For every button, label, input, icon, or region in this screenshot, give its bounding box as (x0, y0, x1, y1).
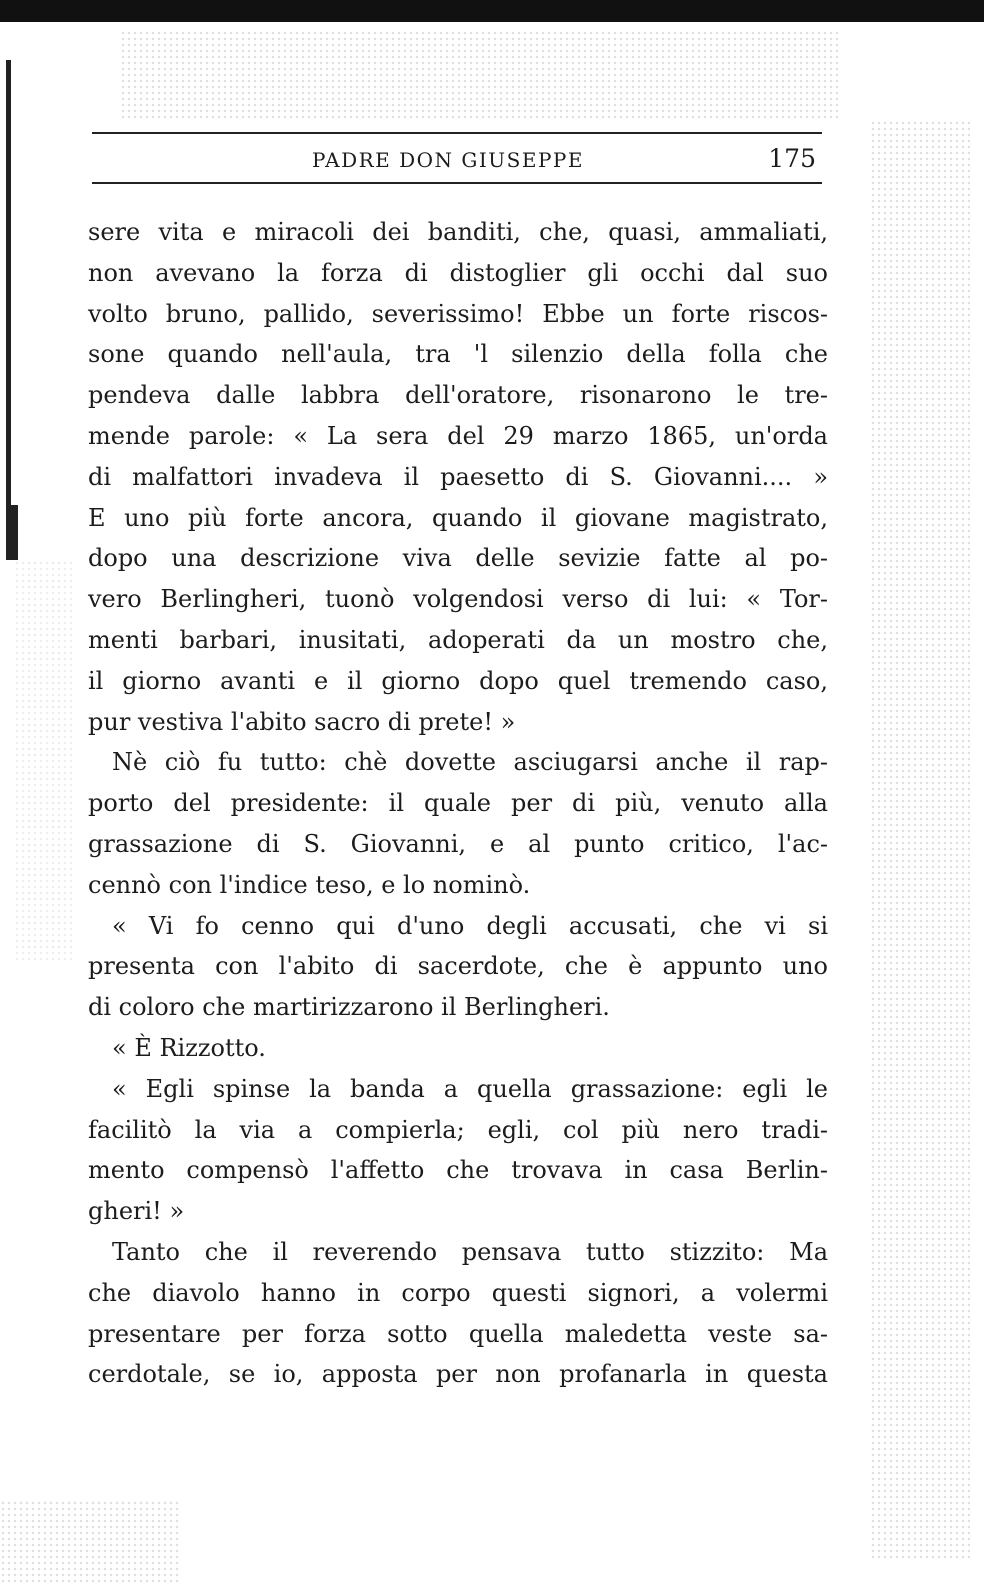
page-number: 175 (768, 144, 816, 173)
text-line: E uno più forte ancora, quando il giovane magistrato, (88, 503, 828, 532)
scan-noise-left (14, 560, 74, 960)
text-line: « È Rizzotto. (112, 1033, 266, 1062)
text-line: Nè ciò fu tutto: chè dovette asciugarsi anche il rap- (112, 748, 828, 777)
running-title: PADRE DON GIUSEPPE (312, 148, 584, 172)
scan-top-border (0, 0, 984, 22)
text-line: gheri! » (88, 1197, 185, 1226)
text-line: « Vi fo cenno qui d'uno degli accusati, che vi si (112, 911, 828, 940)
text-line: di coloro che martirizzarono il Berlingheri. (88, 993, 610, 1022)
text-line: porto del presidente: il quale per di più, venuto alla (88, 789, 828, 818)
text-line: di malfattori invadeva il paesetto di S. Giovanni.... » (88, 462, 828, 491)
text-line: non avevano la forza di distoglier gli occhi dal suo (88, 258, 828, 287)
text-line: vero Berlingheri, tuonò volgendosi verso di lui: « Tor- (88, 585, 828, 614)
text-line: che diavolo hanno in corpo questi signori, a volermi (88, 1278, 828, 1307)
scan-left-edge (6, 60, 11, 560)
text-line: il giorno avanti e il giorno dopo quel tremendo caso, (88, 666, 828, 695)
scan-noise-top (120, 30, 840, 120)
text-line: mende parole: « La sera del 29 marzo 1865, un'orda (88, 421, 828, 450)
text-line: cerdotale, se io, apposta per non profanarla in questa (88, 1360, 828, 1389)
text-line: grassazione di S. Giovanni, e al punto critico, l'ac- (88, 829, 828, 858)
page-header (92, 128, 822, 190)
text-line: presentare per forza sotto quella maledetta veste sa- (88, 1319, 828, 1348)
text-line: volto bruno, pallido, severissimo! Ebbe un forte riscos- (88, 299, 828, 328)
text-line: presenta con l'abito di sacerdote, che è appunto uno (88, 952, 828, 981)
header-rule-bottom (92, 182, 822, 184)
text-line: cennò con l'indice teso, e lo nominò. (88, 870, 531, 899)
scan-left-edge-mark (10, 505, 18, 560)
body-text (88, 212, 828, 1395)
text-line: pendeva dalle labbra dell'oratore, risonarono le tre- (88, 381, 828, 410)
text-line: Tanto che il reverendo pensava tutto stizzito: Ma (112, 1237, 828, 1266)
text-line: « Egli spinse la banda a quella grassazione: egli le (112, 1074, 828, 1103)
text-line: sone quando nell'aula, tra 'l silenzio della folla che (88, 340, 828, 369)
text-line: mento compensò l'affetto che trovava in casa Berlin- (88, 1156, 828, 1185)
scan-noise-right (870, 120, 970, 1560)
text-line: sere vita e miracoli dei banditi, che, quasi, ammaliati, (88, 218, 828, 246)
text-line: menti barbari, inusitati, adoperati da un mostro che, (88, 625, 828, 654)
text-line: pur vestiva l'abito sacro di prete! » (88, 707, 516, 736)
scan-noise-bottom (0, 1500, 180, 1585)
text-line: dopo una descrizione viva delle sevizie fatte al po- (88, 544, 828, 573)
text-line: facilitò la via a compierla; egli, col più nero tradi- (88, 1115, 828, 1144)
header-rule-top (92, 132, 822, 134)
